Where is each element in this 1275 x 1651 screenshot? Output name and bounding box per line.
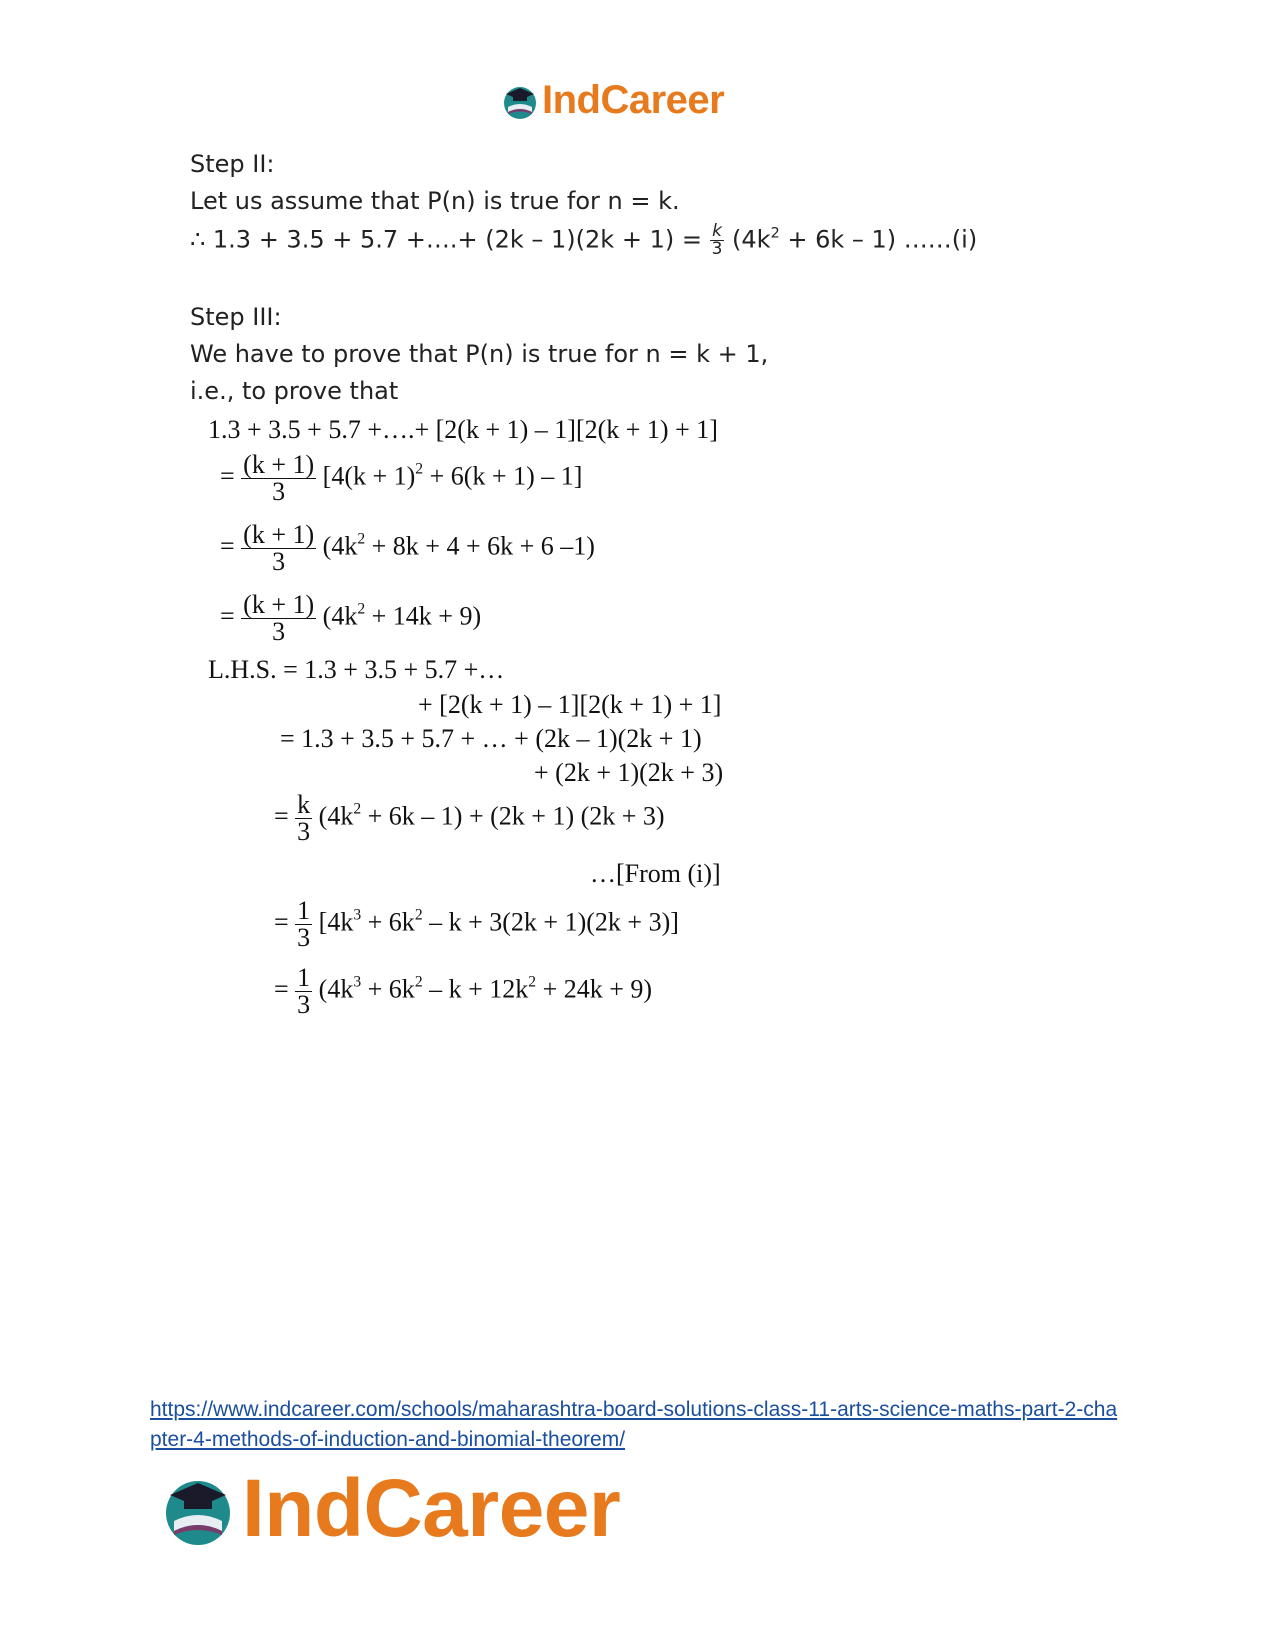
lhs-line-2: + [2(k + 1) – 1][2(k + 1) + 1] — [418, 690, 722, 719]
lhs-line-6: = $\frac{1}{3}$ $[4k^3 + 6k^2 - k + 3(2k + 1)(2k + 3)]$ — [274, 896, 679, 952]
brand-name: IndCareer — [242, 1463, 621, 1554]
step-ii-title: Step II: — [190, 150, 275, 178]
step-iii-title: Step III: — [190, 303, 282, 331]
graduation-cap-book-globe-icon — [500, 81, 540, 121]
source-url-link[interactable]: https://www.indcareer.com/schools/maharashtra-board-solutions-class-11-arts-science-maths-part-2-chapter-4-methods-of-induction-and-binomial-theorem/ — [150, 1398, 1118, 1451]
step-iii-text-2: i.e., to prove that — [190, 377, 399, 405]
lhs-line-7: = $\frac{1}{3}$ $(4k^3 + 6k^2 - k + 12k^2 + 24k + 9)$ — [274, 963, 653, 1019]
lhs-line-4: + (2k + 1)(2k + 3) — [534, 758, 724, 787]
step-iii-text: We have to prove that P(n) is true for n = k + 1, — [190, 340, 769, 368]
graduation-cap-book-globe-icon — [158, 1469, 238, 1549]
rhs-line-4: = $\frac{(k + 1)}{3}$ $(4k^2 + 14k + 9)$ — [220, 590, 482, 646]
indcareer-logo-top[interactable] — [500, 78, 724, 123]
lhs-line-5: = $\frac{k}{3}$ $(4k^2 + 6k - 1) + (2k + 1) (2k + 3)$ — [274, 790, 665, 846]
brand-name: IndCareer — [542, 78, 725, 122]
from-reference: …[From (i)] — [590, 859, 721, 888]
rhs-line-3: = $\frac{(k + 1)}{3}$ ($4k^2 + 8k + 4 + 6k + 6$ –1) — [220, 520, 595, 576]
rhs-line-1: 1.3 + 3.5 + 5.7 +….+ [2(k + 1) – 1][2(k + 1) + 1] — [208, 415, 718, 444]
indcareer-logo-bottom[interactable] — [158, 1462, 620, 1556]
step-ii-equation: ∴ 1.3 + 3.5 + 5.7 +….+ (2k – 1)(2k + 1) = $\frac{k}{3}$ $(4k^2 + 6k - 1)$ ……(i) — [190, 221, 978, 259]
rhs-line-2: = $\frac{(k + 1)}{3}$ $[4(k + 1)^2 + 6(k + 1) - 1]$ — [220, 450, 583, 506]
step-ii-text: Let us assume that P(n) is true for n = k. — [190, 187, 680, 215]
lhs-line-3: = 1.3 + 3.5 + 5.7 + … + (2k – 1)(2k + 1) — [280, 724, 702, 753]
lhs-line-1: L.H.S. = 1.3 + 3.5 + 5.7 +… — [208, 655, 505, 684]
